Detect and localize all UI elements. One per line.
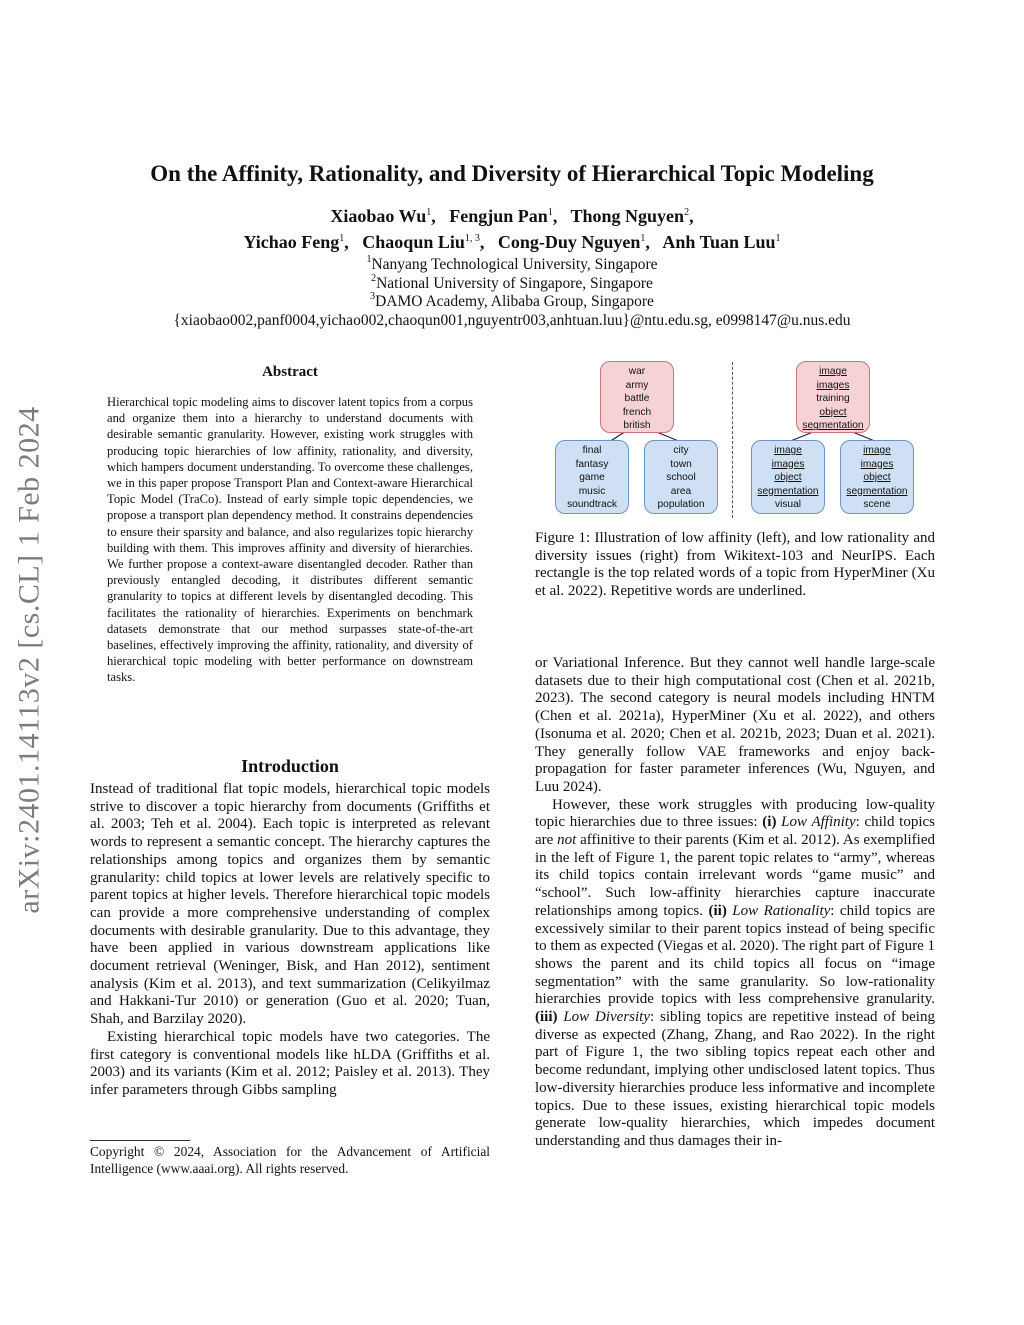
right-parent-topic: image images training object segmentation	[796, 361, 870, 433]
email-list: {xiaobao002,panf0004,yichao002,chaoqun001,nguyentr003,anhtuan.luu}@ntu.edu.sg, e0998147@u.nus.edu	[173, 311, 851, 329]
affiliation: $^3$DAMO Academy, Alibaba Group, Singapore	[370, 291, 654, 310]
left-child-topic-2: city town school area population	[644, 440, 718, 514]
affiliation: $^2$National University of Singapore, Singapore	[371, 272, 653, 292]
author-line-2: Yichao Feng$^1$, Chaoqun Liu$^{1, 3}$, Cong-Duy Nguyen$^1$, Anh Tuan Luu$^1$	[243, 232, 781, 252]
author: Thong Nguyen	[570, 206, 685, 226]
author: Cong-Duy Nguyen	[497, 232, 641, 252]
footnote-rule	[90, 1140, 190, 1141]
abstract-text: Hierarchical topic modeling aims to discover latent topics from a corpus and organize them into a hierarchy to understand documents with desirable semantic granularity. However, existing work struggles with producing topic hierarchies of low affinity, rationality, and diversity, which hampers document understanding. To overcome these challenges, we in this paper propose Transport Plan and Context-aware Hierarchical Topic Model (TraCo). Instead of early simple topic dependencies, we propose a transport plan dependency method. It constrains dependencies to ensure their sparsity and balance, and also regularizes topic hierarchy building with them. This improves affinity and diversity of hierarchies. We further propose a context-aware disentangled decoder. Rather than previously entangled decoding, it distributes different semantic granularity to topics at different levels by disentangled decoding. This facilitates the rationality of hierarchies. Experiments on benchmark datasets demonstrate that our method surpasses state-of-the-art baselines, effectively improving the affinity, rationality, and diversity of hierarchical topic modeling with better performance on downstream tasks.	[107, 395, 473, 685]
right-column-body	[535, 655, 935, 1151]
left-parent-topic: war army battle french british	[600, 361, 674, 433]
author-list	[60, 203, 964, 255]
author: Anh Tuan Luu	[662, 232, 776, 252]
arxiv-stamp	[6, 360, 54, 960]
paragraph: Existing hierarchical topic models have two categories. The first category is conventional models like hLDA (Griffiths et al. 2003) and its variants (Kim et al. 2012; Paisley et al. 2013). They infer parameters through Gibbs sampling	[90, 1028, 490, 1098]
author: Xiaobao Wu	[330, 206, 427, 226]
affiliations	[60, 256, 964, 330]
paper-title: On the Affinity, Rationality, and Diversity of Hierarchical Topic Modeling	[150, 161, 874, 186]
arxiv-id: arXiv:2401.14113v2 [cs.CL] 1 Feb 2024	[13, 406, 46, 914]
author-line-1: Xiaobao Wu$^1$, Fengjun Pan$^1$, Thong Nguyen$^2$,	[330, 206, 694, 226]
paragraph: or Variational Inference. But they cannot well handle large-scale datasets due to their high computational cost (Chen et al. 2021b, 2023). The second category is neural models including HNTM (Chen et al. 2021a), HyperMiner (Xu et al. 2022), and others (Isonuma et al. 2020; Chen et al. 2021b, 2023; Duan et al. 2021). They generally follow VAE frameworks and enjoy back-propagation for faster parameter inferences (Wu, Nguyen, and Luu 2024).	[535, 655, 935, 795]
introduction-heading: Introduction	[241, 756, 339, 776]
left-child-topic-1: final fantasy game music soundtrack	[555, 440, 629, 514]
author: Yichao Feng	[243, 232, 340, 252]
introduction-body	[90, 781, 490, 1100]
paragraph: However, these work struggles with producing low-quality topic hierarchies due to three issues: (i) Low Affinity: child topics are not affinitive to their parents (Kim et al. 2012). As exemplified in the left of Figure 1, the parent topic relates to “army”, whereas its child topics contain irrelevant words “game music” and “school”. Such low-affinity hierarchies capture inaccurate relationships among topics. (ii) Low Rationality: child topics are excessively similar to their parent topics instead of being specific to them as expected (Viegas et al. 2020). The right part of Figure 1 shows the parent and its child topics all focus on “image segmentation” with the same granularity. So low-rationality hierarchies provide topics with less comprehensive granularity. (iii) Low Diversity: sibling topics are repetitive instead of being diverse as expected (Zhang, Zhang, and Rao 2022). In the right part of Figure 1, the two sibling topics repeat each other and become redundant, implying other undisclosed latent topics. Thus low-diversity hierarchies produce less informative and incomplete topics. Due to these issues, existing hierarchical topic models generate low-quality hierarchies, which impedes document understanding and thus damages their in-	[535, 796, 936, 1149]
figure-1-caption: Figure 1: Illustration of low affinity (left), and low rationality and diversity issues (right) from Wikitext-103 and NeurIPS. Each rectangle is the top related words of a topic from HyperMiner (Xu et al. 2022). Repetitive words are underlined.	[535, 530, 935, 600]
abstract-heading: Abstract	[262, 364, 318, 380]
author: Fengjun Pan	[449, 206, 548, 226]
right-child-topic-2: image images object segmentation scene	[840, 440, 914, 514]
figure-divider	[732, 362, 733, 518]
author: Chaoqun Liu	[362, 232, 465, 252]
paragraph: Instead of traditional flat topic models, hierarchical topic models strive to discover a topic hierarchy from documents (Griffiths et al. 2003; Teh et al. 2004). Each topic is interpreted as relevant words to represent a semantic concept. The hierarchy captures the relationships among topics and organizes them by semantic granularity: child topics at lower levels are relatively specific to parent topics at higher levels. Therefore hierarchical topic models can provide a more comprehensive understanding of complex documents with desirable granularity. Due to this advantage, they have been applied in various downstream applications like document retrieval (Weninger, Bisk, and Han 2012), sentiment analysis (Kim et al. 2013), and text summarization (Celikyilmaz and Hakkani-Tur 2010) or generation (Guo et al. 2020; Tuan, Shah, and Barzilay 2020).	[90, 781, 490, 1028]
copyright-footnote: Copyright © 2024, Association for the Advancement of Artificial Intelligence (www.aaai.org). All rights reserved.	[90, 1144, 490, 1176]
affiliation: $^1$Nanyang Technological University, Singapore	[366, 254, 658, 273]
figure-1	[551, 356, 927, 520]
right-child-topic-1: image images object segmentation visual	[751, 440, 825, 514]
